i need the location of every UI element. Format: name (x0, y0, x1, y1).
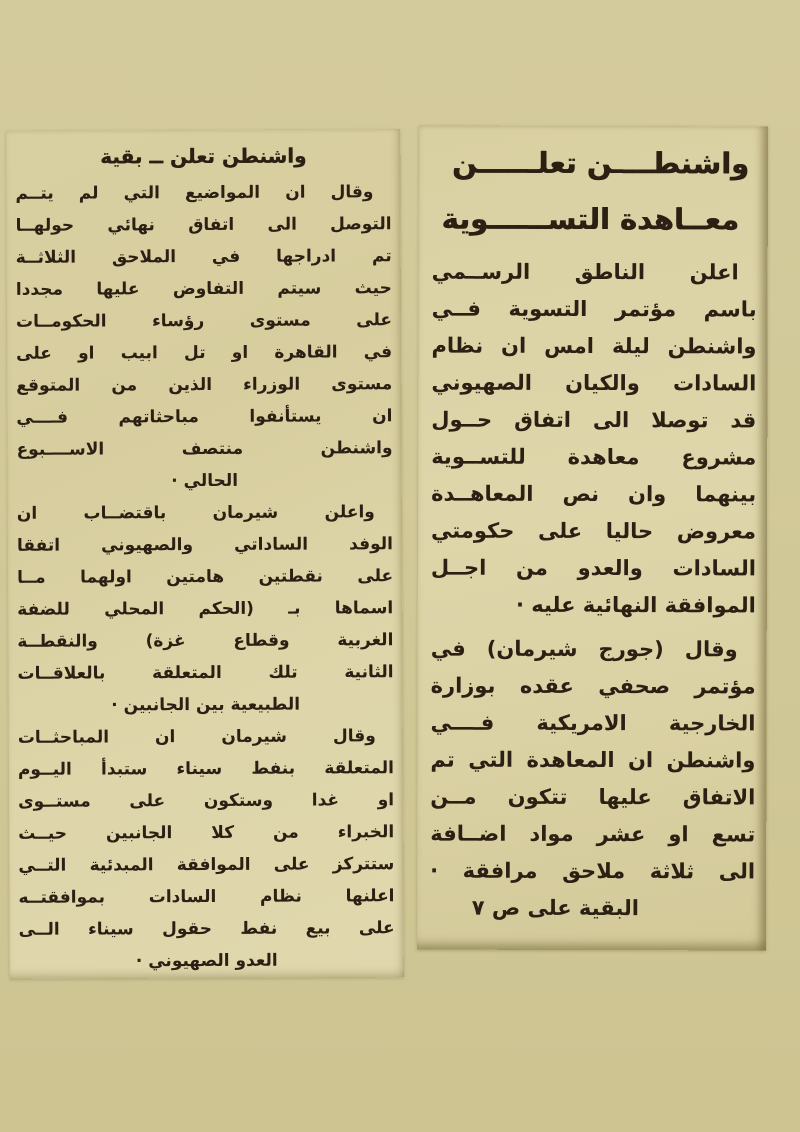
article-text-line: الخبراء من كلا الجانبين حيــث (18, 822, 395, 844)
article-text-line: واشنطن ليلة امس ان نظام (431, 333, 757, 359)
article-text-line: على مستوى رؤساء الحكومــات (15, 310, 393, 332)
article-text-line: وقال (جورج شيرمان) في (430, 636, 738, 662)
article-text-line: الاتفاق عليها تتكون مــن (430, 784, 756, 810)
continuation-header: واشنطن تعلن ــ بقية (100, 143, 307, 169)
main-article-body (430, 254, 757, 928)
article-text-line: على بيع نفط حقول سيناء الــى (18, 918, 395, 940)
article-text-line: السادات والكيان الصهيوني (431, 370, 757, 396)
article-text-line: مستوى الوزراء الذين من المتوقع (16, 374, 393, 396)
continuation-article-clipping (6, 129, 404, 979)
article-text-line: واشنطن ان المعاهدة التي تم (430, 747, 756, 773)
article-text-line: في القاهرة او تل ابيب او على (16, 342, 393, 364)
article-text-line: الثانية تلك المتعلقة بالعلاقــات (17, 662, 394, 684)
article-text-line: واعلن شيرمان باقتضــاب ان (16, 502, 375, 524)
article-text-line: المتعلقة بنفط سيناء ستبدأ اليــوم (17, 758, 394, 780)
article-text-line: تسع او عشر مواد اضــافة (430, 821, 756, 847)
article-text-line: اعلن الناطق الرســمي (431, 259, 739, 285)
article-text-line: على نقطتين هامتين اولهما مــا (17, 566, 394, 588)
article-text-line: ستتركز على الموافقة المبدئية التــي (18, 854, 395, 876)
article-text-line: الوفد الساداتي والصهيوني اتفقا (16, 534, 394, 556)
article-text-line: الطبيعية بين الجانبين · (111, 694, 301, 716)
main-article-clipping (417, 126, 768, 951)
article-text-line: اسماها بـ (الحكم المحلي للضفة (17, 598, 394, 620)
article-text-line: الحالي · (171, 470, 239, 492)
article-text-line: قد توصلا الى اتفاق حــول (431, 407, 757, 433)
article-text-line: بينهما وان نص المعاهــدة (431, 481, 757, 507)
article-headline (432, 135, 757, 248)
article-text-line: او غدا وستكون على مستــوى (18, 790, 395, 812)
article-text-line: تم ادراجها في الملاحق الثلاثــة (15, 246, 392, 268)
article-text-line: اعلنها نظام السادات بموافقتــه (18, 886, 395, 908)
article-text-line: وقال شيرمان ان المباحثــات (17, 726, 376, 748)
article-text-line: الخارجية الامريكية فــــي (430, 710, 756, 736)
article-text-line: مشروع معاهدة للتســوية (431, 444, 757, 470)
article-text-line: التوصل الى اتفاق نهائي حولهــا (15, 214, 392, 236)
article-text-line: واشنطن منتصف الاســــبوع (16, 438, 393, 460)
headline-line-1: واشنطــــن تعلــــــن (451, 145, 750, 181)
continuation-article-body (15, 176, 394, 978)
article-text-line: الى ثلاثة ملاحق مرافقة · (430, 858, 756, 884)
article-text-line: وقال ان المواضيع التي لم يتــم (15, 182, 374, 204)
article-text-line: العدو الصهيوني · (135, 950, 278, 972)
article-text-line: الموافقة النهائية عليه · (515, 592, 756, 618)
article-text-line: حيث سيتم التفاوض عليها مجددا (15, 278, 392, 300)
article-text-line: ان يستأنفوا مباحثاتهم فــــي (16, 406, 393, 428)
article-text-line: مؤتمر صحفي عقده بوزارة (430, 673, 756, 699)
headline-line-2: معــاهدة التســــــوية (441, 201, 739, 237)
continued-on-page-ref: البقية على ص ٧ (471, 895, 640, 921)
article-text-line: السادات والعدو من اجــل (430, 555, 756, 581)
article-text-line: باسم مؤتمر التسوية فــي (431, 296, 757, 322)
article-text-line: الغربية وقطاع غزة) والنقطــة (17, 630, 394, 652)
article-text-line: معروض حاليا على حكومتي (430, 518, 757, 544)
